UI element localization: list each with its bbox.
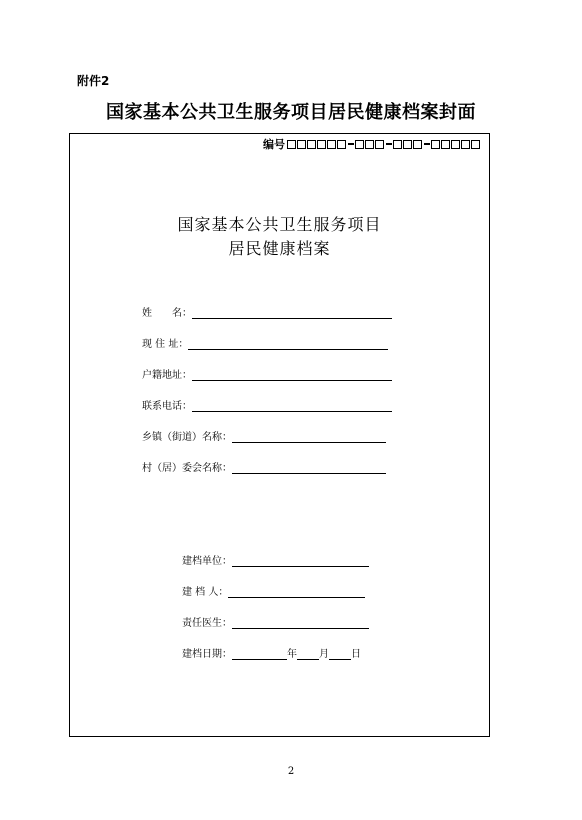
digit-box bbox=[327, 140, 336, 149]
address-line[interactable] bbox=[188, 337, 388, 350]
unit-line[interactable] bbox=[232, 554, 369, 567]
digit-box bbox=[297, 140, 306, 149]
digit-box bbox=[403, 140, 412, 149]
year-line[interactable] bbox=[232, 647, 287, 660]
month-line[interactable] bbox=[297, 647, 319, 660]
digit-box bbox=[431, 140, 440, 149]
township-label: 乡镇（街道）名称： bbox=[142, 432, 232, 443]
cover-title-line1: 国家基本公共卫生服务项目 bbox=[177, 215, 382, 234]
doctor-label: 责任医生： bbox=[182, 618, 232, 629]
phone-label: 联系电话： bbox=[142, 401, 192, 412]
digit-box bbox=[307, 140, 316, 149]
doctor-line[interactable] bbox=[232, 616, 369, 629]
name-line[interactable] bbox=[192, 306, 392, 319]
record-number bbox=[263, 136, 481, 152]
name-label: 姓 名： bbox=[142, 308, 192, 319]
day-label: 日 bbox=[351, 649, 361, 660]
digit-box bbox=[317, 140, 326, 149]
digit-box bbox=[287, 140, 296, 149]
digit-box bbox=[461, 140, 470, 149]
address-label: 现 住 址： bbox=[142, 339, 189, 350]
number-dash bbox=[386, 143, 392, 145]
digit-box bbox=[393, 140, 402, 149]
village-label: 村（居）委会名称： bbox=[142, 463, 232, 474]
number-dash bbox=[348, 143, 354, 145]
person-label: 建 档 人： bbox=[182, 587, 229, 598]
person-line[interactable] bbox=[228, 585, 365, 598]
hukou-field[interactable] bbox=[142, 366, 392, 381]
page-number: 2 bbox=[287, 766, 295, 777]
person-field[interactable] bbox=[182, 583, 365, 598]
number-dash bbox=[424, 143, 430, 145]
page-title: 国家基本公共卫生服务项目居民健康档案封面 bbox=[106, 102, 476, 123]
name-field[interactable] bbox=[142, 304, 392, 319]
phone-line[interactable] bbox=[192, 399, 392, 412]
phone-field[interactable] bbox=[142, 397, 392, 412]
month-label: 月 bbox=[319, 649, 329, 660]
doctor-field[interactable] bbox=[182, 614, 369, 629]
number-label: 编号 bbox=[263, 138, 285, 151]
year-label: 年 bbox=[287, 649, 297, 660]
digit-box bbox=[471, 140, 480, 149]
digit-box bbox=[413, 140, 422, 149]
village-line[interactable] bbox=[232, 461, 386, 474]
digit-box bbox=[337, 140, 346, 149]
hukou-line[interactable] bbox=[192, 368, 392, 381]
digit-box bbox=[451, 140, 460, 149]
unit-label: 建档单位： bbox=[182, 556, 232, 567]
attachment-label: 附件2 bbox=[77, 74, 110, 88]
digit-box bbox=[441, 140, 450, 149]
digit-box bbox=[355, 140, 364, 149]
day-line[interactable] bbox=[329, 647, 351, 660]
village-field[interactable] bbox=[142, 459, 386, 474]
digit-box bbox=[365, 140, 374, 149]
number-boxes bbox=[287, 140, 481, 149]
date-label: 建档日期： bbox=[182, 649, 232, 660]
cover-title-line2: 居民健康档案 bbox=[228, 239, 331, 258]
address-field[interactable] bbox=[142, 335, 388, 350]
township-field[interactable] bbox=[142, 428, 386, 443]
township-line[interactable] bbox=[232, 430, 386, 443]
digit-box bbox=[375, 140, 384, 149]
unit-field[interactable] bbox=[182, 552, 369, 567]
date-field[interactable] bbox=[182, 645, 361, 660]
hukou-label: 户籍地址： bbox=[142, 370, 192, 381]
cover-frame bbox=[69, 133, 490, 737]
